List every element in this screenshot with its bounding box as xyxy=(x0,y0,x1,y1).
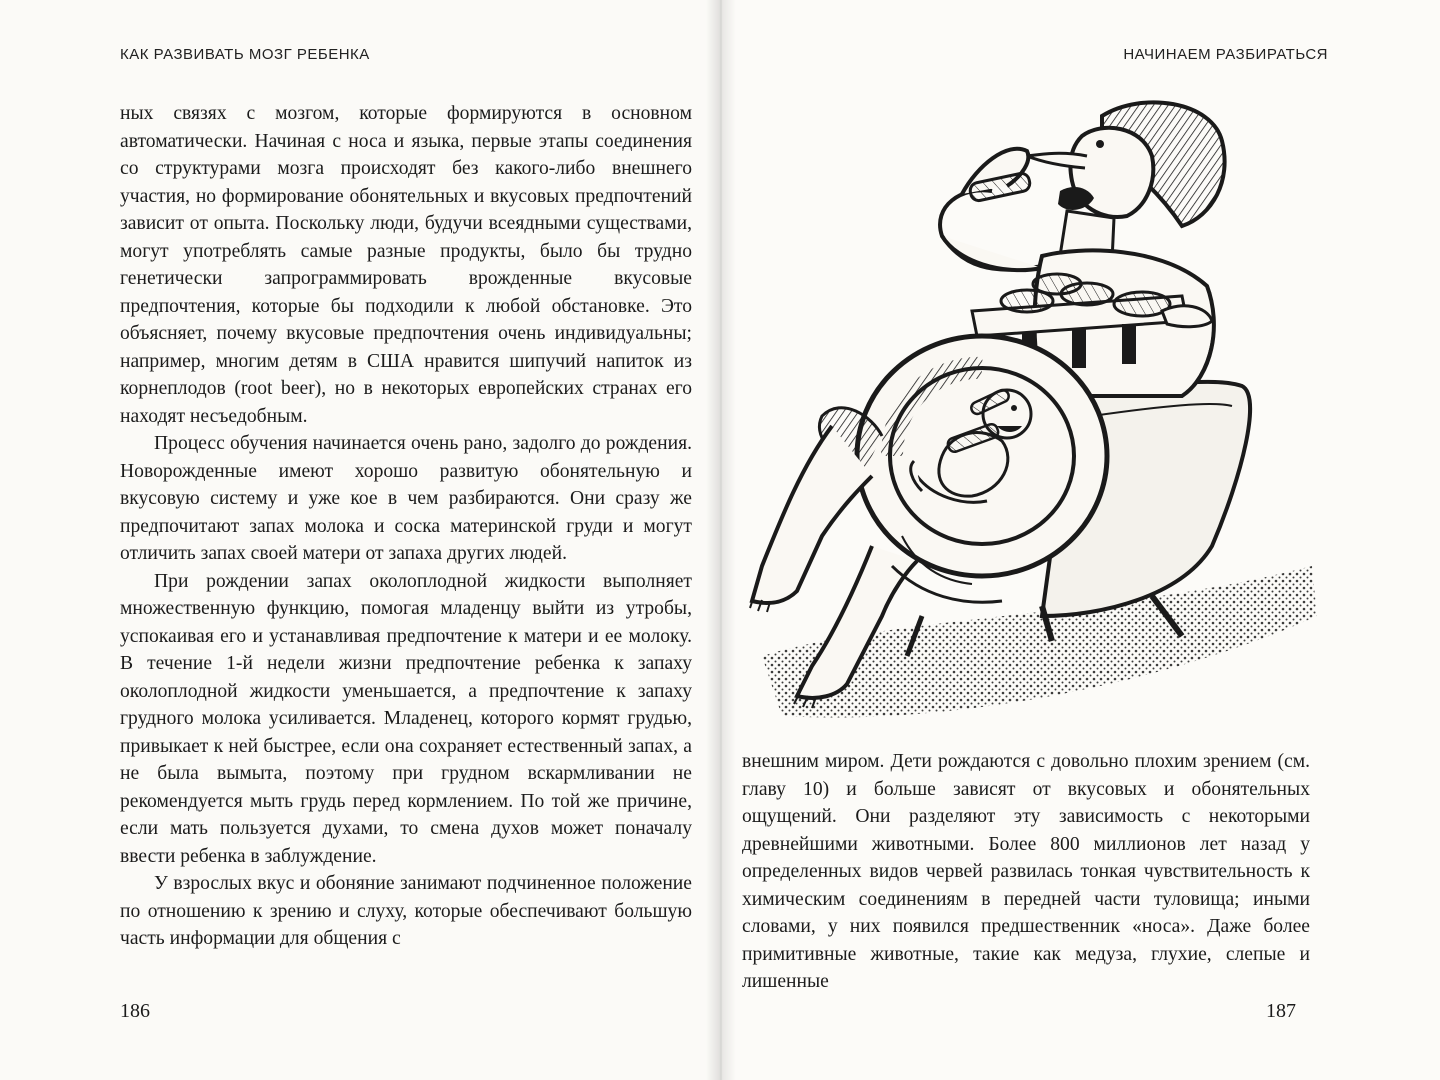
left-page-number: 186 xyxy=(120,1000,150,1022)
paragraph: ных связях с мозгом, которые формируются в основном автоматически. Начиная с носа и языка, первые этапы соединения со структурами мозга происходят без какого-либо внешнего участия, но формирование обонятельных и вкусовых предпочтений зависит от опыта. Поскольку люди, будучи всеядными существами, могут употреблять самые разные продукты, было бы трудно генетически запрограммировать врожденные вкусовые предпочтения, которые бы подходили к любой обстановке. Это объясняет, почему вкусовые предпочтения очень индивидуальны; например, многим детям в США нравится шипучий напиток из корнеплодов (root beer), но в некоторых европейских странах его находят несъедобным. xyxy=(120,103,692,427)
left-running-head: КАК РАЗВИВАТЬ МОЗГ РЕБЕНКА xyxy=(120,46,370,63)
left-body-text xyxy=(120,100,692,953)
paragraph: внешним миром. Дети рождаются с довольно плохим зрением (см. главу 10) и больше зависят от вкусовых и обонятельных ощущений. Они разделяют эту зависимость с некоторыми древнейшими животными. Более 800 миллионов лет назад у определенных видов червей развилась тонкая чувствительность к химическим соединениям в передней части туловища; иными словами, у них появился предшественник «носа». Даже более примитивные животные, такие как медуза, глухие, слепые и лишенные xyxy=(742,751,1310,992)
right-page-number: 187 xyxy=(1266,1000,1296,1022)
right-body-text xyxy=(742,748,1310,996)
book-gutter-shadow xyxy=(706,0,736,1080)
paragraph: При рождении запах околоплодной жидкости выполняет множественную функцию, помогая младенцу выйти из утробы, успокаивая его и устанавливая предпочтение к матери и ее молоку. В течение 1-й недели жизни предпочтение ребенка к запаху околоплодной жидкости уменьшается, а предпочтение к запаху грудного молока усиливается. Младенец, которого кормят грудью, привыкает к ней быстрее, если она сохраняет естественный запах, а не была вымыта, поэтому при грудном вскармливании не рекомендуется мыть грудь перед кормлением. По той же причине, если мать пользуется духами, то смена духов может поначалу ввести ребенка в заблуждение. xyxy=(120,570,692,867)
pregnant-woman-eating-illustration-icon xyxy=(742,96,1322,736)
paragraph: У взрослых вкус и обоняние занимают подчиненное положение по отношению к зрению и слуху, которые обеспечивают большую часть информации для общения с xyxy=(120,873,692,949)
paragraph: Процесс обучения начинается очень рано, задолго до рождения. Новорожденные имеют хорошо развитую обонятельную и вкусовую систему и уже кое в чем разбираются. Они сразу же предпочитают запах молока и соска материнской груди и могут отличить запах своей матери от запаха других людей. xyxy=(120,433,692,564)
right-running-head: НАЧИНАЕМ РАЗБИРАТЬСЯ xyxy=(1123,46,1328,63)
